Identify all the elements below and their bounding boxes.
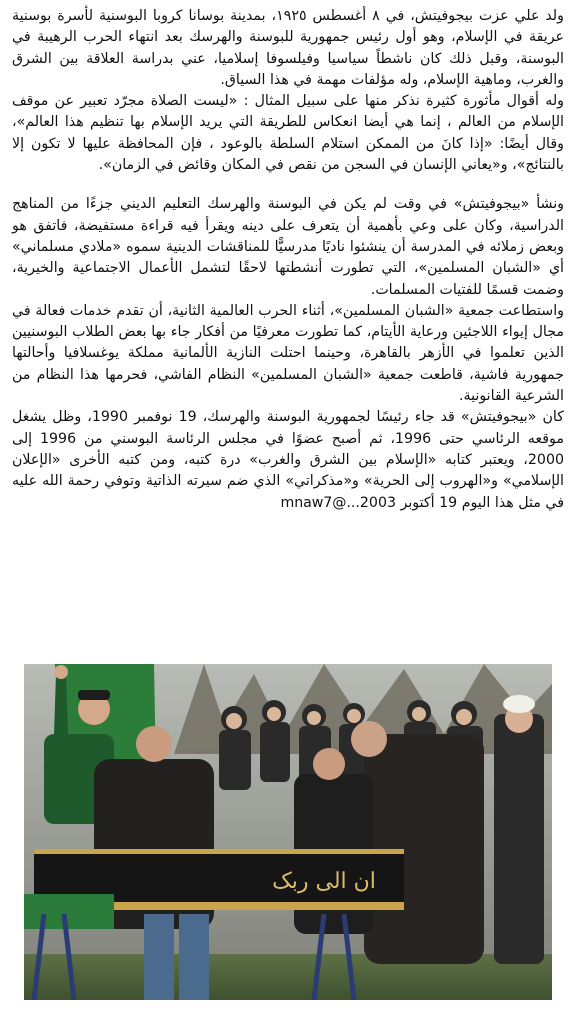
paragraph-association: واستطاعت جمعية «الشبان المسلمين»، أثناء الحرب العالمية الثانية، أن تقدم خدمات فعالة في مجال إيواء اللاجئين ورعاية الأيتام، كما تطورت معرفيًا من أفكار جاء بها بعض الطلاب البوسنيين الذين تعلموا في الأزهر بالقاهرة، وحينما احتلت النازية الألمانية مملكة يوغسلافيا وأحالتها جمهورية فاشية، قاطعت جمعية «الشبان المسلمين» النظام الفاشي، فحرمها هذا النظام من الشرعية القانونية. xyxy=(12,302,564,405)
article-text xyxy=(12,6,564,514)
paragraph-quotes: وله أقوال مأثورة كثيرة نذكر منها على سبيل المثال : «ليست الصلاة مجرّد تعبير عن موقف الإسلام من العالم ، إنما هي أيضا انعكاس للطريقة التي يريد الإسلام بها تنظيم هذا العالم»، وقال أيضًا: «إذا كانَ من الممكن استلام السلطة بالوعود ، فإن المحافظة عليها لا تكون إلا بالنتائج»، و«يعاني الإنسان في السجن من نقص في المكان وقائض في الزمان». xyxy=(12,93,564,174)
funeral-photo xyxy=(24,664,552,1000)
paragraph-gap xyxy=(12,176,564,194)
paragraph-youth: ونشأ «بيجوفيتش» في وقت لم يكن في البوسنة والهرسك التعليم الديني جزءًا من المناهج الدراسية، وكان على وعي بأهمية أن يتعرف على دينه ويقرأ فيه قراءة مستفيضة، فاتفق هو وبعض زملائه في المدرسة أن ينشئوا ناديًا مدرسيًّا للمناقشات الدينية سموه «ملادي مسلماني» أي «الشبان المسلمين»، التي تطورت أنشطتها لاحقًا لتشمل الأعمال الاجتماعية والخيرية، وضمت قسمًا للفتيات المسلمات. xyxy=(12,196,564,298)
coffin-calligraphy: ان الی ربک xyxy=(272,869,376,894)
paragraph-birth: ولد علي عزت بيجوفيتش، في ٨ أغسطس ١٩٢٥، بمدينة بوسانا كروبا البوسنية لأسرة بوسنية عريقة في الإسلام، وهو أول رئيس جمهورية للبوسنة والهرسك بعد انتهاء الحرب الرهيبة في البوسنة، وقبل ذلك كان ناشطاً سياسيا وفيلسوفا إسلاميا، عني بدراسة العلاقة بين الشرق والغرب، وماهية الإسلام، وله مؤلفات مهمة في هذا السياق. xyxy=(12,8,564,88)
paragraph-presidency: كان «بيجوفيتش» قد جاء رئيسًا لجمهورية البوسنة والهرسك، 19 نوفمبر 1990، وظل يشغل موقعه الرئاسي حتى 1996، ثم أصبح عضوًا في مجلس الرئاسة البوسني من 1996 إلى 2000، ويعتبر كتابه «الإسلام بين الشرق والغرب» درة كتبه، ومن كتبه الأخرى «الإعلان الإسلامي» و«الهروب إلى الحرية» و«مذكراتي» الذي ضم سيرته الذاتية وتوفي رحمة الله عليه في مثل هذا اليوم 19 أكتوبر 2003...@mnaw7 xyxy=(12,409,564,511)
